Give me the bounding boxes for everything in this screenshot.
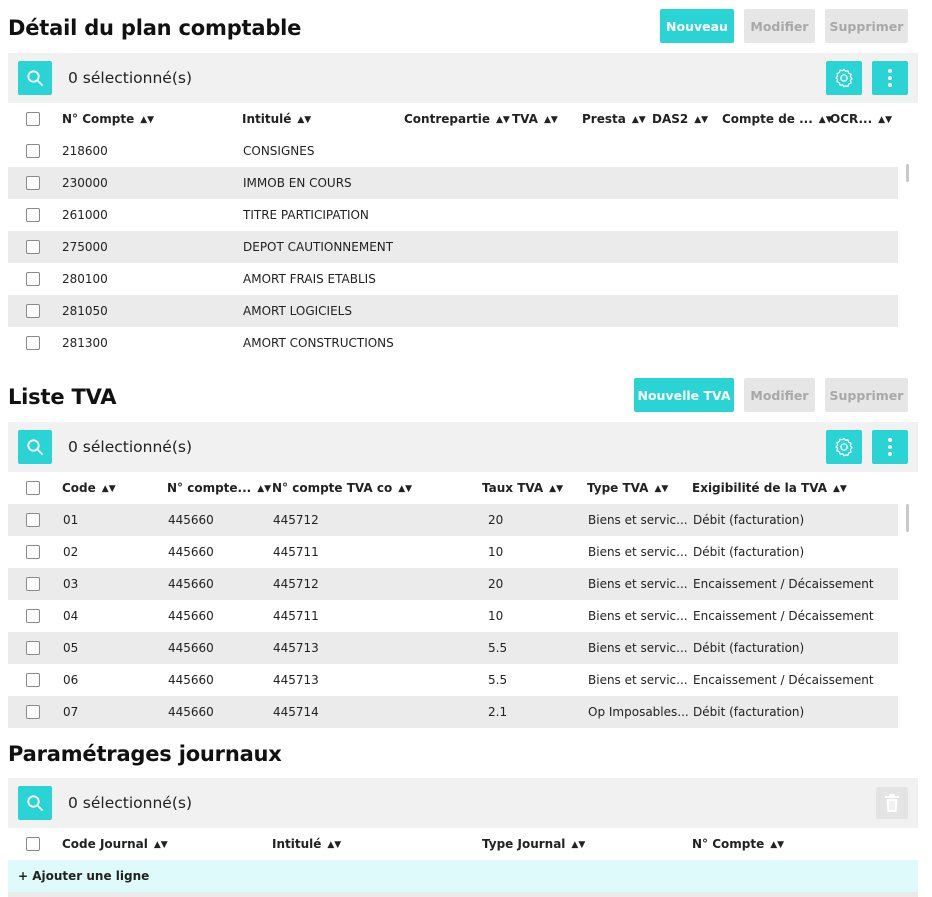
sort-icon[interactable]: ▲▼ xyxy=(398,484,413,494)
cell-exigibilite: Débit (facturation) xyxy=(693,545,805,559)
sort-icon[interactable]: ▲▼ xyxy=(257,484,272,494)
gear-icon xyxy=(833,436,855,458)
col-header-type-journal[interactable]: Type Journal ▲▼ xyxy=(482,828,585,861)
table-row[interactable] xyxy=(8,600,898,632)
col-header-tva[interactable]: TVA ▲▼ xyxy=(512,103,558,136)
selection-count: 0 sélectionné(s) xyxy=(68,69,192,87)
search-icon xyxy=(26,794,44,812)
cell-type: Biens et servic... xyxy=(588,673,688,687)
sort-icon[interactable]: ▲▼ xyxy=(770,840,785,850)
col-header-taux[interactable]: Taux TVA ▲▼ xyxy=(482,472,563,505)
table-row[interactable] xyxy=(8,199,898,231)
scrollbar[interactable] xyxy=(906,504,909,532)
col-header-intitule[interactable]: Intitulé ▲▼ xyxy=(272,828,341,861)
row-checkbox[interactable] xyxy=(26,208,40,222)
journaux-toolbar xyxy=(8,778,918,828)
journaux-table-header xyxy=(8,828,918,860)
row-checkbox[interactable] xyxy=(26,673,40,687)
delete-tva-button[interactable]: Supprimer xyxy=(825,378,908,412)
cell-exigibilite: Encaissement / Décaissement xyxy=(693,673,874,687)
row-checkbox[interactable] xyxy=(26,545,40,559)
cell-type: Biens et servic... xyxy=(588,513,688,527)
cell-type: Biens et servic... xyxy=(588,577,688,591)
selection-count: 0 sélectionné(s) xyxy=(68,794,192,812)
sort-icon[interactable]: ▲▼ xyxy=(140,115,155,125)
cell-intitule: AMORT FRAIS ETABLIS xyxy=(243,272,376,286)
row-checkbox[interactable] xyxy=(26,176,40,190)
table-row[interactable] xyxy=(8,632,898,664)
more-vertical-icon xyxy=(887,437,893,457)
cell-compte: 280100 xyxy=(62,272,108,286)
sort-icon[interactable]: ▲▼ xyxy=(654,484,669,494)
table-row[interactable] xyxy=(8,568,898,600)
cell-compte: 281300 xyxy=(62,336,108,350)
cell-compte-tva: 445711 xyxy=(273,609,319,623)
journaux-section xyxy=(8,729,918,897)
cell-code: 06 xyxy=(63,673,79,687)
table-row[interactable] xyxy=(8,696,898,728)
cell-type: Op Imposables... xyxy=(588,705,689,719)
sort-icon[interactable]: ▲▼ xyxy=(694,115,709,125)
table-row[interactable] xyxy=(8,327,898,359)
col-header-code-journal[interactable]: Code Journal ▲▼ xyxy=(62,828,168,861)
row-checkbox[interactable] xyxy=(26,272,40,286)
cell-compte: 445660 xyxy=(168,705,214,719)
col-header-type[interactable]: Type TVA ▲▼ xyxy=(587,472,668,505)
row-checkbox[interactable] xyxy=(26,144,40,158)
sort-icon[interactable]: ▲▼ xyxy=(495,115,510,125)
select-all-checkbox[interactable] xyxy=(26,481,40,495)
cell-compte: 275000 xyxy=(62,240,108,254)
col-header-intitule[interactable]: Intitulé ▲▼ xyxy=(242,103,311,136)
col-header-compte-tva[interactable]: N° compte TVA co ▲▼ xyxy=(272,472,412,505)
col-header-ocr[interactable]: OCR... ▲▼ xyxy=(830,103,892,136)
cell-type: Biens et servic... xyxy=(588,609,688,623)
cell-intitule: DEPOT CAUTIONNEMENT xyxy=(243,240,394,254)
row-checkbox[interactable] xyxy=(26,304,40,318)
col-header-compte[interactable]: N° Compte ▲▼ xyxy=(62,103,154,136)
table-row[interactable] xyxy=(8,167,898,199)
sort-icon[interactable]: ▲▼ xyxy=(818,115,833,125)
table-row[interactable] xyxy=(8,231,898,263)
cell-compte: 445660 xyxy=(168,545,214,559)
col-header-contrepartie[interactable]: Contrepartie ▲▼ xyxy=(404,103,510,136)
row-checkbox[interactable] xyxy=(26,641,40,655)
sort-icon[interactable]: ▲▼ xyxy=(297,115,312,125)
plan-toolbar xyxy=(8,53,918,103)
cell-taux: 2.1 xyxy=(488,705,508,719)
more-options-button[interactable] xyxy=(872,61,908,95)
row-checkbox[interactable] xyxy=(26,336,40,350)
add-row-button[interactable] xyxy=(8,860,918,892)
col-header-code[interactable]: Code ▲▼ xyxy=(62,472,116,505)
table-row[interactable] xyxy=(8,263,898,295)
cell-code: 04 xyxy=(63,609,79,623)
table-row[interactable] xyxy=(8,504,898,536)
cell-compte: 445660 xyxy=(168,577,214,591)
cell-taux: 20 xyxy=(488,513,504,527)
new-tva-button[interactable]: Nouvelle TVA xyxy=(634,378,734,412)
row-checkbox[interactable] xyxy=(26,513,40,527)
table-row[interactable] xyxy=(8,664,898,696)
col-header-compte[interactable]: N° compte... ▲▼ xyxy=(167,472,271,505)
col-header-das2[interactable]: DAS2 ▲▼ xyxy=(652,103,708,136)
more-options-button[interactable] xyxy=(872,430,908,464)
row-checkbox[interactable] xyxy=(26,240,40,254)
plan-section xyxy=(8,0,918,360)
row-checkbox[interactable] xyxy=(26,609,40,623)
table-row[interactable] xyxy=(8,536,898,568)
add-row-label: + Ajouter une ligne xyxy=(18,869,150,883)
table-row xyxy=(8,892,918,897)
table-row[interactable] xyxy=(8,295,898,327)
settings-button[interactable] xyxy=(826,430,862,464)
cell-intitule: IMMOB EN COURS xyxy=(243,176,352,190)
cell-compte: 445660 xyxy=(168,673,214,687)
sort-icon[interactable]: ▲▼ xyxy=(327,840,342,850)
cell-compte: 445660 xyxy=(168,513,214,527)
sort-icon[interactable]: ▲▼ xyxy=(153,840,168,850)
selection-count: 0 sélectionné(s) xyxy=(68,438,192,456)
search-button[interactable] xyxy=(18,61,52,95)
cell-exigibilite: Encaissement / Décaissement xyxy=(693,609,874,623)
cell-taux: 5.5 xyxy=(488,641,508,655)
search-icon xyxy=(26,69,44,87)
sort-icon[interactable]: ▲▼ xyxy=(101,484,116,494)
select-all-checkbox[interactable] xyxy=(26,837,40,851)
cell-taux: 10 xyxy=(488,609,504,623)
delete-account-button[interactable]: Supprimer xyxy=(825,9,908,43)
settings-button[interactable] xyxy=(826,61,862,95)
cell-type: Biens et servic... xyxy=(588,545,688,559)
cell-code: 07 xyxy=(63,705,79,719)
scrollbar[interactable] xyxy=(906,164,909,182)
plan-table-header xyxy=(8,103,918,135)
cell-compte-tva: 445714 xyxy=(273,705,319,719)
tva-table-body xyxy=(8,504,898,728)
tva-toolbar xyxy=(8,422,918,472)
cell-intitule: AMORT LOGICIELS xyxy=(243,304,352,318)
gear-icon xyxy=(833,67,855,89)
cell-exigibilite: Encaissement / Décaissement xyxy=(693,577,874,591)
sort-icon[interactable]: ▲▼ xyxy=(832,484,847,494)
plan-table-body xyxy=(8,135,898,359)
cell-code: 03 xyxy=(63,577,79,591)
cell-intitule: TITRE PARTICIPATION xyxy=(243,208,369,222)
cell-taux: 5.5 xyxy=(488,673,508,687)
edit-tva-button[interactable]: Modifier xyxy=(744,378,815,412)
sort-icon[interactable]: ▲▼ xyxy=(571,840,586,850)
table-row[interactable] xyxy=(8,135,898,167)
cell-compte: 281050 xyxy=(62,304,108,318)
row-checkbox[interactable] xyxy=(26,705,40,719)
cell-code: 05 xyxy=(63,641,79,655)
cell-taux: 20 xyxy=(488,577,504,591)
search-button[interactable] xyxy=(18,786,52,820)
tva-table-header xyxy=(8,472,918,504)
sort-icon[interactable]: ▲▼ xyxy=(543,115,558,125)
trash-icon xyxy=(883,793,901,813)
sort-icon[interactable]: ▲▼ xyxy=(878,115,892,125)
col-header-presta[interactable]: Presta ▲▼ xyxy=(582,103,646,136)
sort-icon[interactable]: ▲▼ xyxy=(549,484,563,494)
more-vertical-icon xyxy=(887,68,893,88)
cell-exigibilite: Débit (facturation) xyxy=(693,705,805,719)
edit-account-button[interactable]: Modifier xyxy=(744,9,815,43)
cell-type: Biens et servic... xyxy=(588,641,688,655)
cell-intitule: AMORT CONSTRUCTIONS xyxy=(243,336,394,350)
cell-compte-tva: 445712 xyxy=(273,577,319,591)
new-account-button[interactable]: Nouveau xyxy=(660,9,734,43)
cell-code: 01 xyxy=(63,513,79,527)
cell-compte: 230000 xyxy=(62,176,108,190)
cell-compte: 445660 xyxy=(168,641,214,655)
section-title: Liste TVA xyxy=(8,385,117,409)
search-button[interactable] xyxy=(18,430,52,464)
cell-compte-tva: 445712 xyxy=(273,513,319,527)
cell-code: 02 xyxy=(63,545,79,559)
cell-exigibilite: Débit (facturation) xyxy=(693,513,805,527)
section-title: Paramétrages journaux xyxy=(8,742,282,766)
tva-section xyxy=(8,369,918,729)
sort-icon[interactable]: ▲▼ xyxy=(631,115,646,125)
cell-taux: 10 xyxy=(488,545,504,559)
cell-exigibilite: Débit (facturation) xyxy=(693,641,805,655)
col-header-numero-compte[interactable]: N° Compte ▲▼ xyxy=(692,828,784,861)
search-icon xyxy=(26,438,44,456)
col-header-exigibilite[interactable]: Exigibilité de la TVA ▲▼ xyxy=(692,472,847,505)
select-all-checkbox[interactable] xyxy=(26,112,40,126)
cell-compte: 445660 xyxy=(168,609,214,623)
delete-button[interactable] xyxy=(876,787,908,819)
cell-compte-tva: 445711 xyxy=(273,545,319,559)
col-header-compte-de[interactable]: Compte de ... ▲▼ xyxy=(722,103,833,136)
cell-compte: 218600 xyxy=(62,144,108,158)
cell-intitule: CONSIGNES xyxy=(243,144,315,158)
cell-compte-tva: 445713 xyxy=(273,641,319,655)
cell-compte: 261000 xyxy=(62,208,108,222)
page-title: Détail du plan comptable xyxy=(8,16,302,40)
row-checkbox[interactable] xyxy=(26,577,40,591)
cell-compte-tva: 445713 xyxy=(273,673,319,687)
